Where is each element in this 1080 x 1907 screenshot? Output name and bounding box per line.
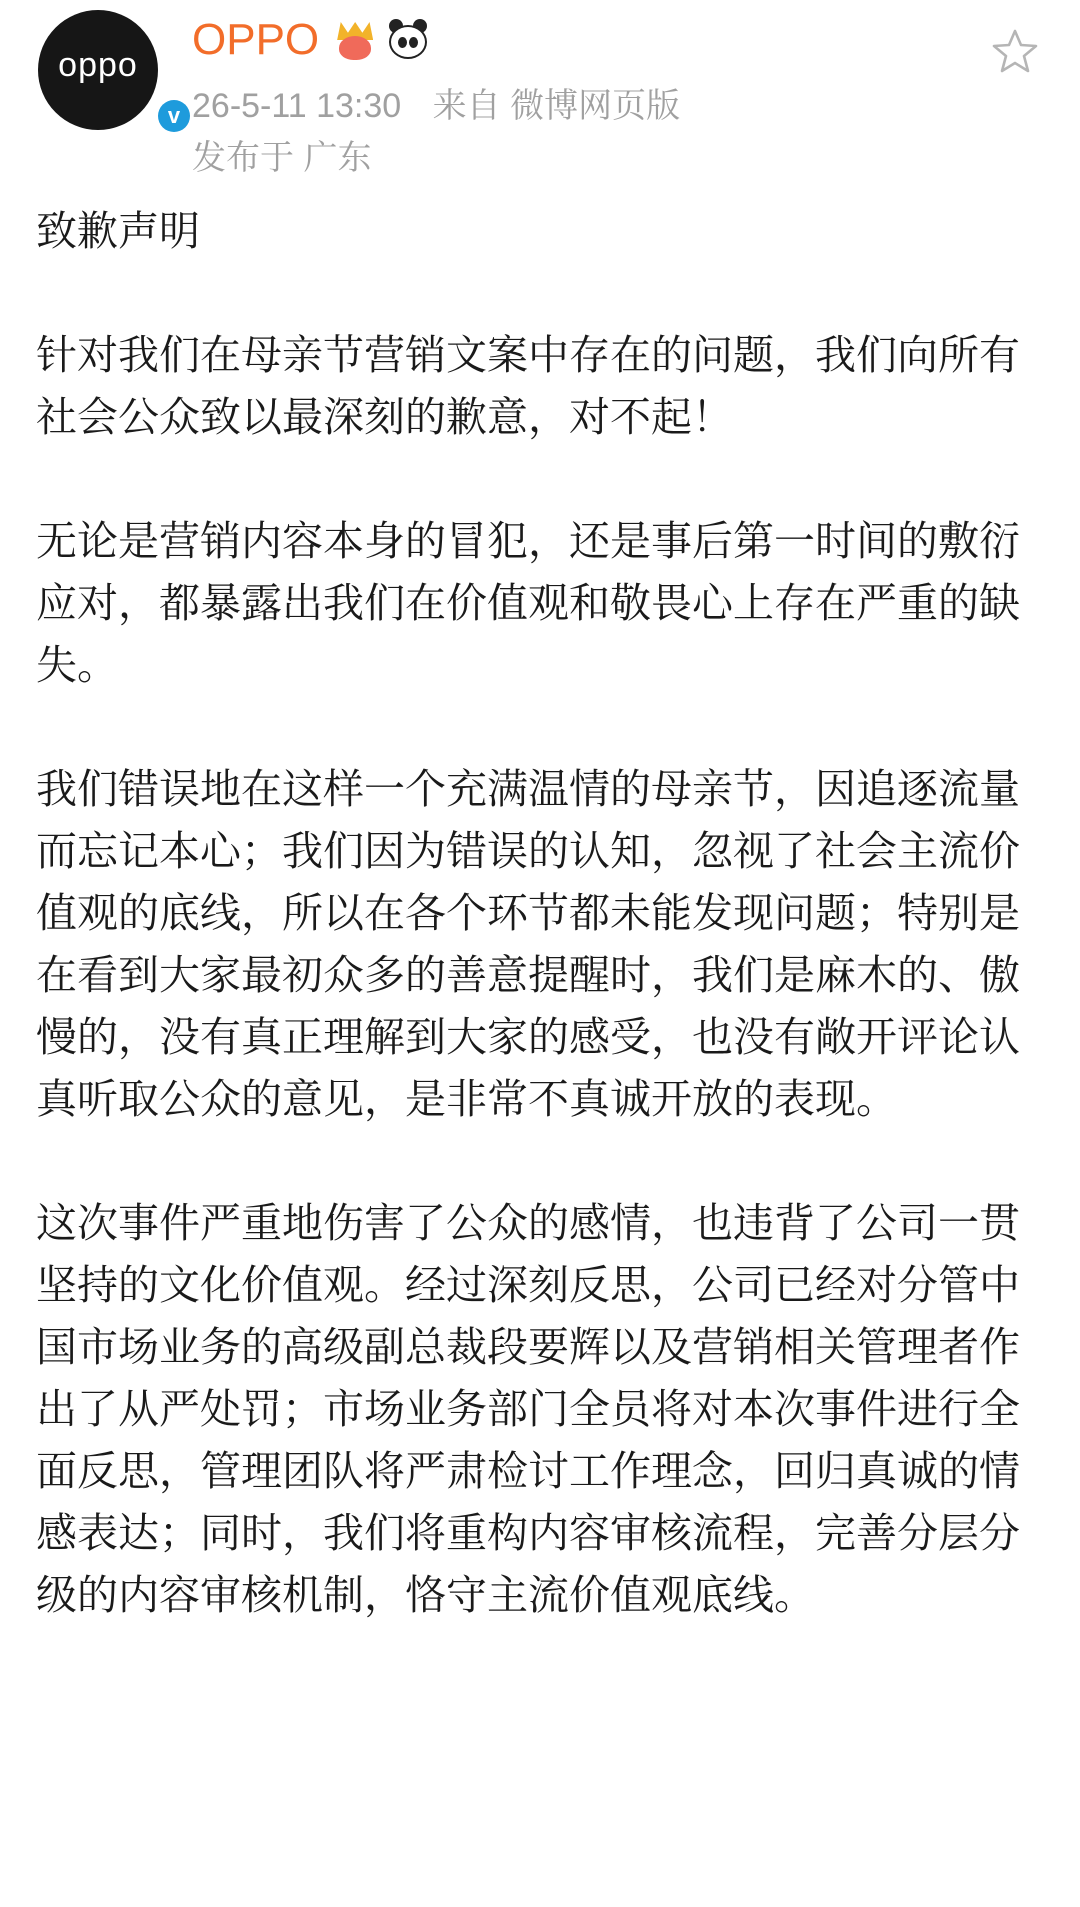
crown-face-shape (339, 36, 371, 60)
panda-eye-right (409, 37, 418, 48)
post-source: 来自 微博网页版 (432, 87, 681, 125)
post-location: 发布于 广东 (192, 139, 372, 177)
avatar[interactable] (38, 10, 181, 130)
panda-eye-left (398, 37, 407, 48)
post-paragraph-2: 无论是营销内容本身的冒犯，还是事后第一时间的敷衍应对，都暴露出我们在价值观和敬畏心上存在严重的缺失。 (36, 517, 1020, 689)
panda-badge-icon[interactable] (385, 17, 431, 63)
verified-check-icon: v (158, 100, 190, 132)
panda-face (389, 25, 427, 59)
avatar-logo-text: oppo (58, 46, 138, 84)
crown-badge-icon[interactable] (333, 18, 377, 62)
star-outline-icon[interactable] (990, 26, 1040, 76)
post-header (0, 0, 1080, 190)
post-title: 致歉声明 (36, 207, 200, 255)
post-paragraph-1: 针对我们在母亲节营销文案中存在的问题，我们向所有社会公众致以最深刻的歉意，对不起！ (36, 331, 1020, 441)
post-time: 26-5-11 13:30 (192, 87, 402, 125)
username[interactable]: OPPO (192, 15, 320, 64)
post-body (36, 200, 1046, 1626)
post-paragraph-3: 我们错误地在这样一个充满温情的母亲节，因追逐流量而忘记本心；我们因为错误的认知，忽视了社会主流价值观的底线，所以在各个环节都未能发现问题；特别是在看到大家最初众多的善意提醒时，我们是麻木的、傲慢的，没有真正理解到大家的感受，也没有敞开评论认真听取公众的意见，是非常不真诚开放的表现。 (36, 765, 1020, 1123)
post-meta-line (192, 78, 680, 127)
verified-badge (154, 96, 194, 136)
post-paragraph-4: 这次事件严重地伤害了公众的感情，也违背了公司一贯坚持的文化价值观。经过深刻反思，公司已经对分管中国市场业务的高级副总裁段要辉以及营销相关管理者作出了从严处罚；市场业务部门全员将对本次事件进行全面反思，管理团队将严肃检讨工作理念，回归真诚的情感表达；同时，我们将重构内容审核流程，完善分层分级的内容审核机制，恪守主流价值观底线。 (36, 1199, 1020, 1619)
name-row (192, 12, 431, 68)
